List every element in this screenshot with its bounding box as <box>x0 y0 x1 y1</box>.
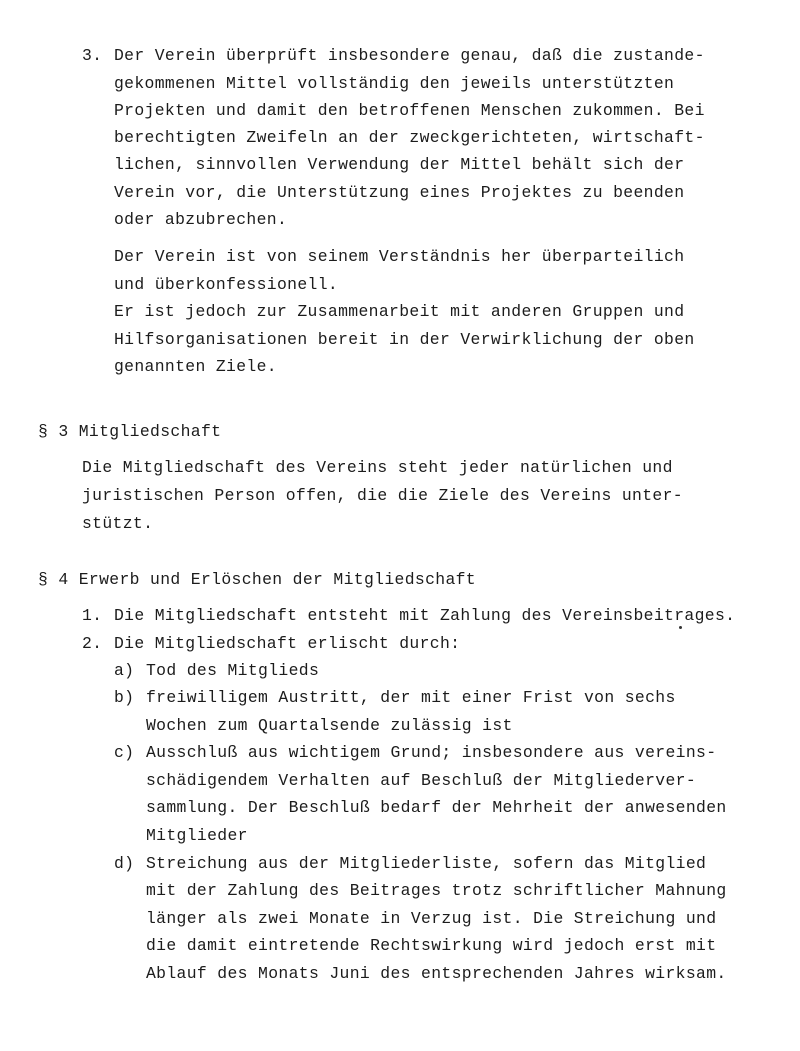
text-line: Die Mitgliedschaft entsteht mit Zahlung des Vereinsbeitrages. <box>114 606 736 625</box>
text-line: Mitglieder <box>146 826 248 845</box>
text-line: Der Verein überprüft insbesondere genau, daß die zustande- <box>114 46 705 65</box>
text-line: lichen, sinnvollen Verwendung der Mittel behält sich der <box>114 155 685 174</box>
item-number-1: 1. <box>82 606 103 625</box>
text-line: schädigendem Verhalten auf Beschluß der Mitgliederver- <box>146 771 697 790</box>
sub-item-label-b: b) <box>114 688 135 707</box>
item-number-2: 2. <box>82 634 103 653</box>
text-line: oder abzubrechen. <box>114 210 288 229</box>
text-line: gekommenen Mittel vollständig den jeweils unterstützten <box>114 74 675 93</box>
text-line: juristischen Person offen, die die Ziele des Vereins unter- <box>82 486 683 505</box>
text-line: Er ist jedoch zur Zusammenarbeit mit anderen Gruppen und <box>114 302 685 321</box>
text-line: mit der Zahlung des Beitrages trotz schriftlicher Mahnung <box>146 881 727 900</box>
sub-item-label-d: d) <box>114 854 135 873</box>
item-number-3: 3. <box>82 46 103 65</box>
text-line: Die Mitgliedschaft des Vereins steht jeder natürlichen und <box>82 458 673 477</box>
text-line: berechtigten Zweifeln an der zweckgerichteten, wirtschaft- <box>114 128 705 147</box>
sub-item-label-c: c) <box>114 743 135 762</box>
section-heading: § 3 Mitgliedschaft <box>38 422 222 441</box>
scan-speck <box>679 626 682 629</box>
text-line: Hilfsorganisationen bereit in der Verwirklichung der oben <box>114 330 695 349</box>
text-line: Ausschluß aus wichtigem Grund; insbesondere aus vereins- <box>146 743 717 762</box>
text-line: länger als zwei Monate in Verzug ist. Die Streichung und <box>146 909 717 928</box>
text-line: genannten Ziele. <box>114 357 277 376</box>
text-line: Ablauf des Monats Juni des entsprechenden Jahres wirksam. <box>146 964 727 983</box>
text-line: Projekten und damit den betroffenen Menschen zukommen. Bei <box>114 101 705 120</box>
text-line: und überkonfessionell. <box>114 275 339 294</box>
text-line: Verein vor, die Unterstützung eines Projektes zu beenden <box>114 183 685 202</box>
text-line: sammlung. Der Beschluß bedarf der Mehrheit der anwesenden <box>146 798 727 817</box>
text-line: Streichung aus der Mitgliederliste, sofern das Mitglied <box>146 854 707 873</box>
text-line: freiwilligem Austritt, der mit einer Frist von sechs <box>146 688 676 707</box>
text-line: die damit eintretende Rechtswirkung wird jedoch erst mit <box>146 936 717 955</box>
text-line: stützt. <box>82 514 154 533</box>
text-line: Die Mitgliedschaft erlischt durch: <box>114 634 461 653</box>
text-line: Wochen zum Quartalsende zulässig ist <box>146 716 513 735</box>
text-line: Der Verein ist von seinem Verständnis her überparteilich <box>114 247 685 266</box>
text-line: Tod des Mitglieds <box>146 661 320 680</box>
sub-item-label-a: a) <box>114 661 135 680</box>
section-heading: § 4 Erwerb und Erlöschen der Mitgliedschaft <box>38 570 476 589</box>
